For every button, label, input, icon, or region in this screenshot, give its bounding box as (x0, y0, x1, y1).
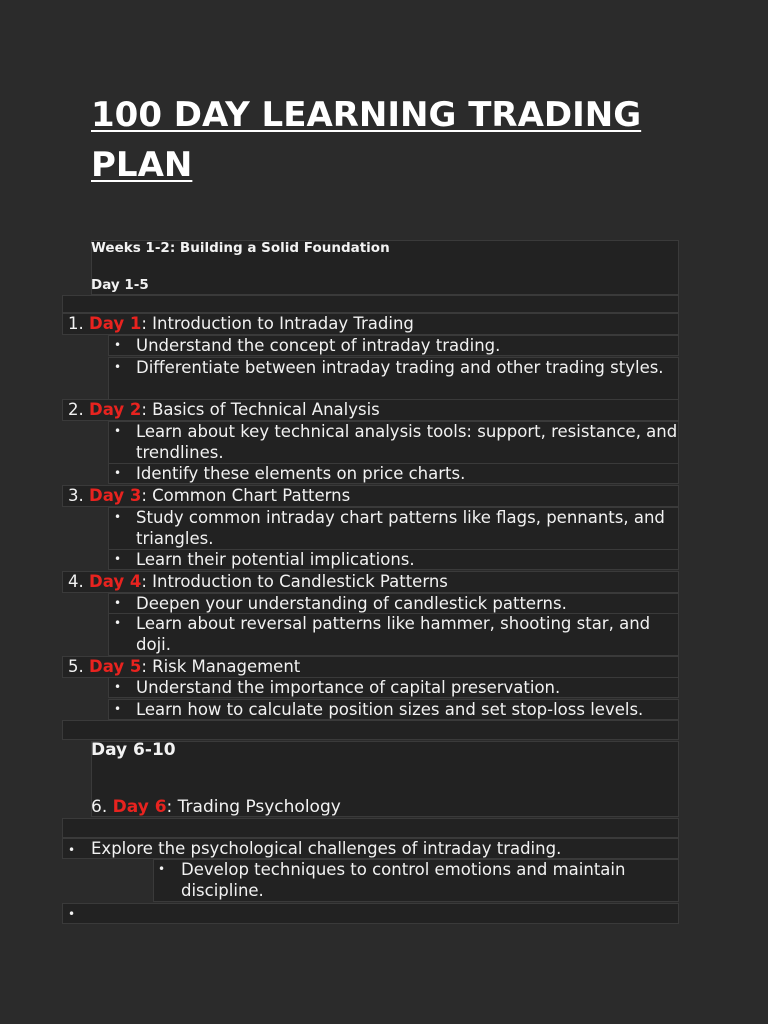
day-label: Day 4 (89, 572, 142, 591)
bullet-icon: • (114, 702, 122, 716)
day-topic: : Common Chart Patterns (141, 486, 351, 505)
day-6-subbullet-icon: • (158, 862, 166, 876)
day-6-topic: : Trading Psychology (166, 797, 341, 817)
day-number: 4. (68, 572, 84, 591)
bullet-icon: • (114, 616, 122, 630)
day-6-bullet (68, 838, 75, 861)
bullet-icon: • (114, 338, 122, 352)
spacer-row (62, 295, 679, 313)
day-label: Day 1 (89, 314, 142, 333)
bullet-icon: • (114, 596, 122, 610)
day-5-item (68, 656, 300, 677)
bullet-icon: • (114, 360, 122, 374)
day-topic: : Risk Management (141, 657, 301, 676)
day-label: Day 2 (89, 400, 142, 419)
day-2-item (68, 399, 380, 420)
bullet-text: Learn their potential implications. (136, 550, 415, 569)
page-title: 100 DAY LEARNING TRADING PLAN (91, 95, 642, 185)
bullet-text: Understand the importance of capital preservation. (136, 678, 561, 697)
day-3-item (68, 485, 350, 506)
bullet-icon: • (68, 843, 76, 857)
day-number: 3. (68, 486, 84, 505)
day-number: 2. (68, 400, 84, 419)
day-label: Day 5 (89, 657, 142, 676)
bullet-icon: • (114, 424, 122, 438)
bullet-icon: • (114, 510, 122, 524)
day-6-item (91, 797, 341, 818)
spacer-row (62, 818, 679, 838)
bullet-icon: • (114, 680, 122, 694)
day-label: Day 3 (89, 486, 142, 505)
day-4-item (68, 571, 448, 592)
day-number: 1. (68, 314, 84, 333)
spacer-row (62, 720, 679, 740)
bullet-text: Study common intraday chart patterns like flags, pennants, and triangles. (136, 508, 665, 548)
bullet-text: Differentiate between intraday trading and other trading styles. (136, 358, 664, 377)
bullet-text: Learn how to calculate position sizes and set stop-loss levels. (136, 700, 644, 719)
day-6-bullet-text: Explore the psychological challenges of intraday trading. (91, 839, 562, 858)
bullet-text: Learn about key technical analysis tools: support, resistance, and trendlines. (136, 422, 678, 462)
day-topic: : Introduction to Candlestick Patterns (141, 572, 448, 591)
bullet-text: Learn about reversal patterns like hammer, shooting star, and doji. (136, 614, 651, 654)
bullet-text: Deepen your understanding of candlestick patterns. (136, 594, 567, 613)
empty-bullet-box (62, 903, 679, 924)
day-topic: : Basics of Technical Analysis (141, 400, 380, 419)
bullet-text: Understand the concept of intraday trading. (136, 336, 501, 355)
day-range-heading: Day 1-5 (91, 277, 149, 293)
day-range-heading-2: Day 6-10 (91, 740, 176, 760)
day-topic: : Introduction to Intraday Trading (141, 314, 414, 333)
day-6-subbullet-text: Develop techniques to control emotions and maintain discipline. (181, 860, 626, 900)
day-6-number: 6. (91, 797, 108, 817)
day-1-item (68, 313, 414, 334)
day-number: 5. (68, 657, 84, 676)
week-heading: Weeks 1-2: Building a Solid Foundation (91, 240, 390, 256)
empty-bullet-icon: • (68, 907, 76, 921)
day-6-label: Day 6 (112, 797, 167, 817)
bullet-text: Identify these elements on price charts. (136, 464, 466, 483)
bullet-icon: • (114, 552, 122, 566)
bullet-icon: • (114, 466, 122, 480)
